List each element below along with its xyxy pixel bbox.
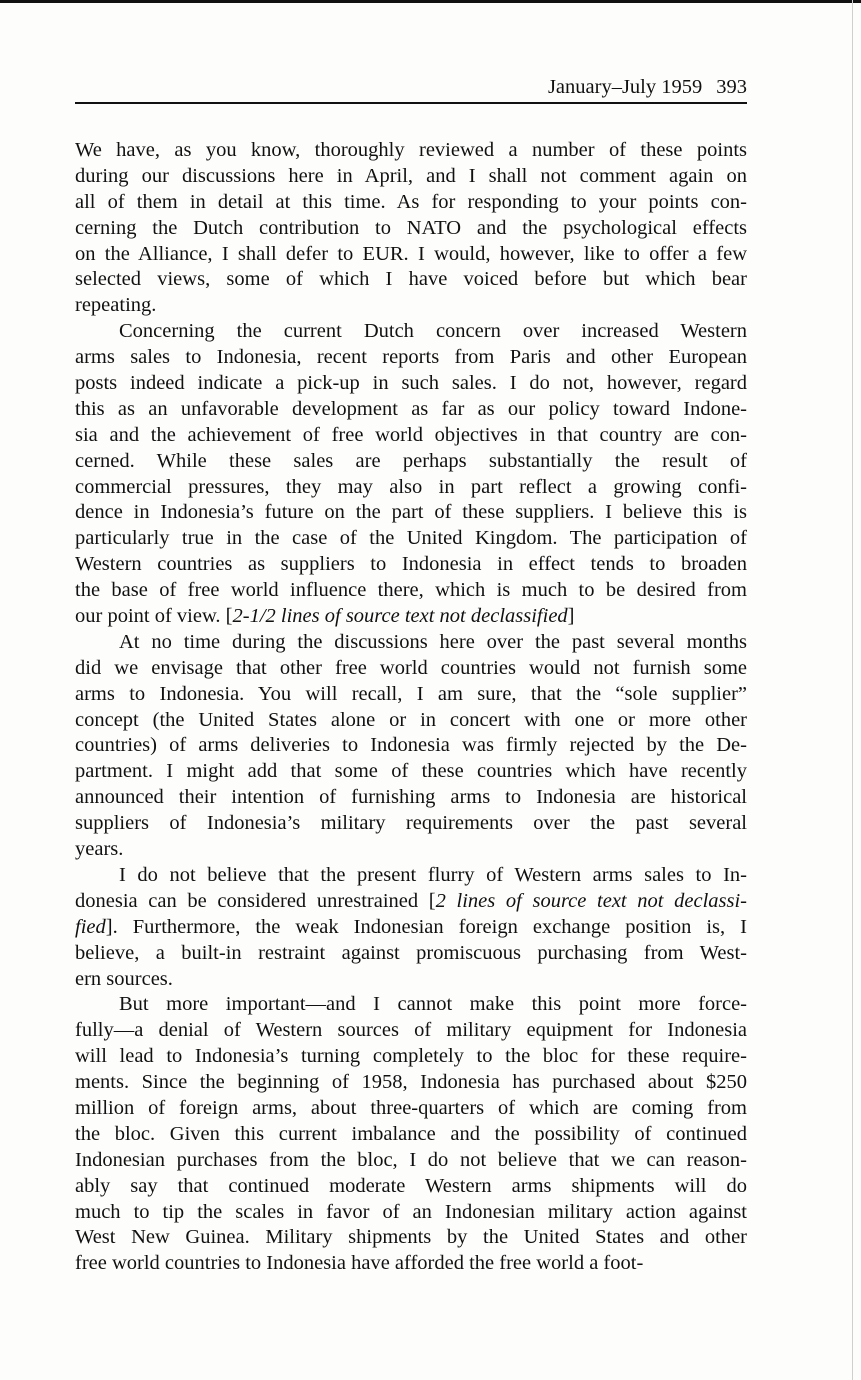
text-line: commercial pressures, they may also in part reflect a growing confi- xyxy=(75,475,747,498)
text-line: Indonesian purchases from the bloc, I do not believe that we can reason- xyxy=(75,1148,747,1171)
text-line: donesia can be considered unrestrained [2 lines of source text not declassi- xyxy=(75,889,747,912)
text-line: West New Guinea. Military shipments by the United States and other xyxy=(75,1226,747,1249)
text-line: selected views, some of which I have voiced before but which bear xyxy=(75,268,747,291)
text-line: believe, a built-in restraint against promiscuous purchasing from West- xyxy=(75,941,747,964)
paragraph xyxy=(75,319,747,630)
text-line: ments. Since the beginning of 1958, Indonesia has purchased about $250 xyxy=(75,1071,747,1094)
text-line: on the Alliance, I shall defer to EUR. I would, however, like to offer a few xyxy=(75,242,747,265)
text-line: announced their intention of furnishing arms to Indonesia are historical xyxy=(75,786,747,809)
text-line: arms to Indonesia. You will recall, I am sure, that the “sole supplier” xyxy=(75,682,747,705)
text-line: countries) of arms deliveries to Indonesia was firmly rejected by the De- xyxy=(75,734,747,757)
running-header xyxy=(75,72,747,104)
scan-right-edge xyxy=(852,0,853,1380)
text-line: ably say that continued moderate Western arms shipments will do xyxy=(75,1174,747,1197)
text-line: We have, as you know, thoroughly reviewed a number of these points xyxy=(75,139,747,161)
running-title: January–July 1959 xyxy=(547,76,703,98)
page-number: 393 xyxy=(716,76,747,98)
text-line: ern sources. xyxy=(75,967,173,990)
text-line: million of foreign arms, about three-quarters of which are coming from xyxy=(75,1096,747,1119)
paragraph xyxy=(75,138,747,319)
italic-note: 2-1/2 lines of source text not declassified xyxy=(232,605,568,628)
text-line: At no time during the discussions here over the past several months xyxy=(119,630,747,653)
text-line: much to tip the scales in favor of an Indonesian military action against xyxy=(75,1200,747,1223)
text-line: But more important—and I cannot make this point more force- xyxy=(119,993,747,1016)
text-line: particularly true in the case of the United Kingdom. The participation of xyxy=(75,527,747,550)
italic-note: 2 lines of source text not declassi- xyxy=(435,889,747,912)
paragraph xyxy=(75,630,747,863)
text-line: cerning the Dutch contribution to NATO and the psychological effects xyxy=(75,216,747,239)
text-line: concept (the United States alone or in concert with one or more other xyxy=(75,708,747,731)
text-line: our point of view. [2-1/2 lines of source text not declassified] xyxy=(75,605,575,628)
paragraph xyxy=(75,992,747,1277)
body-text xyxy=(75,138,747,1277)
text-line: posts indeed indicate a pick-up in such sales. I do not, however, regard xyxy=(75,372,747,395)
scan-top-edge xyxy=(0,0,861,3)
text-line: Western countries as suppliers to Indonesia in effect tends to broaden xyxy=(75,553,747,576)
italic-note: fied xyxy=(75,915,106,938)
text-line: partment. I might add that some of these countries which have recently xyxy=(75,760,747,783)
text-line: years. xyxy=(75,838,124,861)
text-line: dence in Indonesia’s future on the part of these suppliers. I believe this is xyxy=(75,501,747,524)
text-line: free world countries to Indonesia have afforded the free world a foot- xyxy=(75,1252,644,1275)
text-line: repeating. xyxy=(75,294,157,317)
text-line: suppliers of Indonesia’s military requirements over the past several xyxy=(75,812,747,835)
text-line: during our discussions here in April, and I shall not comment again on xyxy=(75,164,747,187)
text-line: fied]. Furthermore, the weak Indonesian foreign exchange position is, I xyxy=(75,915,747,938)
text-line: arms sales to Indonesia, recent reports from Paris and other European xyxy=(75,346,747,369)
text-line: the bloc. Given this current imbalance and the possibility of continued xyxy=(75,1122,747,1145)
paragraph xyxy=(75,863,747,992)
text-line: all of them in detail at this time. As for responding to your points con- xyxy=(75,190,747,213)
text-line: this as an unfavorable development as far as our policy toward Indone- xyxy=(75,397,747,420)
text-line: sia and the achievement of free world objectives in that country are con- xyxy=(75,423,747,446)
text-line: fully—a denial of Western sources of military equipment for Indonesia xyxy=(75,1019,747,1042)
text-line: will lead to Indonesia’s turning completely to the bloc for these require- xyxy=(75,1045,747,1068)
text-line: I do not believe that the present flurry of Western arms sales to In- xyxy=(119,863,747,886)
text-line: cerned. While these sales are perhaps substantially the result of xyxy=(75,449,747,472)
text-line: did we envisage that other free world countries would not furnish some xyxy=(75,656,747,679)
text-line: Concerning the current Dutch concern over increased Western xyxy=(119,320,747,343)
text-line: the base of free world influence there, which is much to be desired from xyxy=(75,579,747,602)
